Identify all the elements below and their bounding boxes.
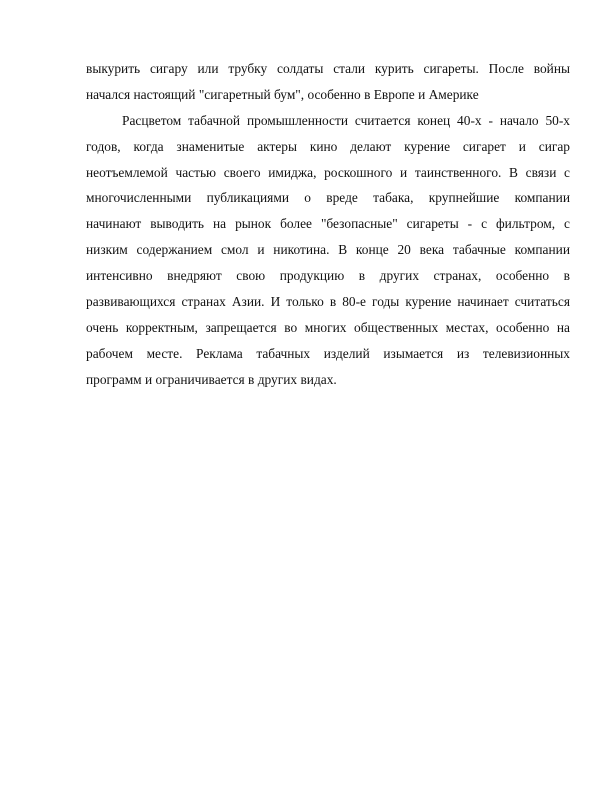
- text-line: рабочем месте. Реклама табачных изделий изымается из телевизионных: [86, 345, 570, 361]
- text-line: очень корректным, запрещается во многих общественных местах, особенно на: [86, 319, 570, 335]
- text-line: низким содержанием смол и никотина. В конце 20 века табачные компании: [86, 242, 570, 258]
- body-text: [86, 56, 570, 393]
- text-line: годов, когда знаменитые актеры кино делают курение сигарет и сигар: [86, 138, 570, 154]
- text-line: интенсивно внедряют свою продукцию в других странах, особенно в: [86, 268, 570, 284]
- text-line: начался настоящий "сигаретный бум", особенно в Европе и Америке: [86, 86, 479, 102]
- paragraph-first-line: Расцветом табачной промышленности считается конец 40-х - начало 50-х: [122, 112, 570, 128]
- text-line: неотъемлемой частью своего имиджа, роскошного и таинственного. В связи с: [86, 164, 570, 180]
- text-line: начинают выводить на рынок более "безопасные" сигареты - с фильтром, с: [86, 216, 570, 232]
- text-line: выкурить сигару или трубку солдаты стали курить сигареты. После войны: [86, 61, 570, 76]
- text-line: многочисленными публикациями о вреде табака, крупнейшие компании: [86, 190, 570, 206]
- text-line: программ и ограничивается в других видах.: [86, 371, 337, 387]
- text-line: развивающихся странах Азии. И только в 80-е годы курение начинает считаться: [86, 294, 570, 310]
